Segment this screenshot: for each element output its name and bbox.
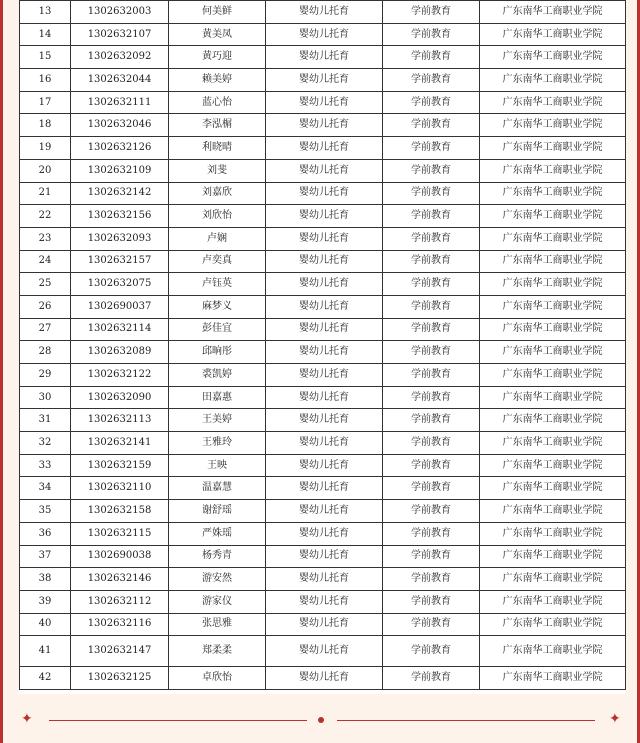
category-cell: 学前教育 bbox=[383, 590, 480, 613]
row-number-cell: 15 bbox=[20, 46, 71, 69]
student-id-cell: 1302632092 bbox=[71, 46, 169, 69]
student-name-cell: 游安然 bbox=[169, 568, 266, 591]
major-cell: 婴幼儿托育 bbox=[266, 182, 383, 205]
student-name-cell: 温嘉慧 bbox=[169, 477, 266, 500]
major-cell: 婴幼儿托育 bbox=[266, 500, 383, 523]
student-id-cell: 1302632141 bbox=[71, 432, 169, 455]
major-cell: 婴幼儿托育 bbox=[266, 590, 383, 613]
category-cell: 学前教育 bbox=[383, 23, 480, 46]
table-row bbox=[20, 273, 626, 296]
major-cell: 婴幼儿托育 bbox=[266, 295, 383, 318]
school-cell: 广东南华工商职业学院 bbox=[480, 341, 626, 364]
major-cell: 婴幼儿托育 bbox=[266, 667, 383, 690]
school-cell: 广东南华工商职业学院 bbox=[480, 69, 626, 92]
student-name-cell: 刘嘉欣 bbox=[169, 182, 266, 205]
major-cell: 婴幼儿托育 bbox=[266, 250, 383, 273]
major-cell: 婴幼儿托育 bbox=[266, 409, 383, 432]
student-id-cell: 1302632107 bbox=[71, 23, 169, 46]
divider-line-left bbox=[49, 720, 307, 721]
school-cell: 广东南华工商职业学院 bbox=[480, 227, 626, 250]
table-row bbox=[20, 91, 626, 114]
table-row bbox=[20, 227, 626, 250]
row-number-cell: 16 bbox=[20, 69, 71, 92]
category-cell: 学前教育 bbox=[383, 545, 480, 568]
major-cell: 婴幼儿托育 bbox=[266, 69, 383, 92]
student-id-cell: 1302690038 bbox=[71, 545, 169, 568]
student-id-cell: 1302632046 bbox=[71, 114, 169, 137]
student-name-cell: 严姝瑶 bbox=[169, 522, 266, 545]
school-cell: 广东南华工商职业学院 bbox=[480, 250, 626, 273]
major-cell: 婴幼儿托育 bbox=[266, 477, 383, 500]
divider-dot bbox=[318, 717, 324, 723]
student-id-cell: 1302632093 bbox=[71, 227, 169, 250]
category-cell: 学前教育 bbox=[383, 295, 480, 318]
category-cell: 学前教育 bbox=[383, 159, 480, 182]
row-number-cell: 27 bbox=[20, 318, 71, 341]
table-row bbox=[20, 364, 626, 387]
row-number-cell: 40 bbox=[20, 613, 71, 636]
student-id-cell: 1302632158 bbox=[71, 500, 169, 523]
category-cell: 学前教育 bbox=[383, 522, 480, 545]
student-id-cell: 1302632111 bbox=[71, 91, 169, 114]
row-number-cell: 39 bbox=[20, 590, 71, 613]
student-name-cell: 田嘉惠 bbox=[169, 386, 266, 409]
school-cell: 广东南华工商职业学院 bbox=[480, 409, 626, 432]
table-row bbox=[20, 341, 626, 364]
school-cell: 广东南华工商职业学院 bbox=[480, 454, 626, 477]
school-cell: 广东南华工商职业学院 bbox=[480, 159, 626, 182]
row-number-cell: 19 bbox=[20, 137, 71, 160]
category-cell: 学前教育 bbox=[383, 69, 480, 92]
student-name-cell: 麻梦义 bbox=[169, 295, 266, 318]
major-cell: 婴幼儿托育 bbox=[266, 227, 383, 250]
school-cell: 广东南华工商职业学院 bbox=[480, 318, 626, 341]
student-id-cell: 1302632003 bbox=[71, 1, 169, 24]
row-number-cell: 26 bbox=[20, 295, 71, 318]
roster-table-body bbox=[20, 1, 626, 690]
table-row bbox=[20, 568, 626, 591]
major-cell: 婴幼儿托育 bbox=[266, 341, 383, 364]
student-name-cell: 何美鲜 bbox=[169, 1, 266, 24]
school-cell: 广东南华工商职业学院 bbox=[480, 386, 626, 409]
row-number-cell: 28 bbox=[20, 341, 71, 364]
major-cell: 婴幼儿托育 bbox=[266, 46, 383, 69]
row-number-cell: 29 bbox=[20, 364, 71, 387]
row-number-cell: 20 bbox=[20, 159, 71, 182]
student-id-cell: 1302632109 bbox=[71, 159, 169, 182]
student-id-cell: 1302632146 bbox=[71, 568, 169, 591]
school-cell: 广东南华工商职业学院 bbox=[480, 364, 626, 387]
table-row bbox=[20, 46, 626, 69]
row-number-cell: 31 bbox=[20, 409, 71, 432]
student-name-cell: 王美婷 bbox=[169, 409, 266, 432]
student-name-cell: 利晓晴 bbox=[169, 137, 266, 160]
major-cell: 婴幼儿托育 bbox=[266, 545, 383, 568]
student-id-cell: 1302632142 bbox=[71, 182, 169, 205]
category-cell: 学前教育 bbox=[383, 500, 480, 523]
footer-ornament bbox=[19, 706, 625, 736]
category-cell: 学前教育 bbox=[383, 137, 480, 160]
student-id-cell: 1302632090 bbox=[71, 386, 169, 409]
row-number-cell: 38 bbox=[20, 568, 71, 591]
sparkle-icon: ✦ bbox=[609, 711, 621, 727]
table-row bbox=[20, 545, 626, 568]
school-cell: 广东南华工商职业学院 bbox=[480, 295, 626, 318]
major-cell: 婴幼儿托育 bbox=[266, 636, 383, 667]
category-cell: 学前教育 bbox=[383, 273, 480, 296]
category-cell: 学前教育 bbox=[383, 568, 480, 591]
major-cell: 婴幼儿托育 bbox=[266, 1, 383, 24]
table-row bbox=[20, 522, 626, 545]
school-cell: 广东南华工商职业学院 bbox=[480, 23, 626, 46]
school-cell: 广东南华工商职业学院 bbox=[480, 46, 626, 69]
table-row bbox=[20, 636, 626, 667]
student-id-cell: 1302632147 bbox=[71, 636, 169, 667]
student-name-cell: 刘欣怡 bbox=[169, 205, 266, 228]
student-name-cell: 张思雅 bbox=[169, 613, 266, 636]
category-cell: 学前教育 bbox=[383, 205, 480, 228]
student-id-cell: 1302632122 bbox=[71, 364, 169, 387]
major-cell: 婴幼儿托育 bbox=[266, 454, 383, 477]
school-cell: 广东南华工商职业学院 bbox=[480, 114, 626, 137]
student-id-cell: 1302632116 bbox=[71, 613, 169, 636]
student-id-cell: 1302632125 bbox=[71, 667, 169, 690]
row-number-cell: 34 bbox=[20, 477, 71, 500]
student-name-cell: 卢娴 bbox=[169, 227, 266, 250]
category-cell: 学前教育 bbox=[383, 91, 480, 114]
school-cell: 广东南华工商职业学院 bbox=[480, 477, 626, 500]
table-row bbox=[20, 432, 626, 455]
student-id-cell: 1302632115 bbox=[71, 522, 169, 545]
category-cell: 学前教育 bbox=[383, 667, 480, 690]
major-cell: 婴幼儿托育 bbox=[266, 137, 383, 160]
category-cell: 学前教育 bbox=[383, 182, 480, 205]
row-number-cell: 36 bbox=[20, 522, 71, 545]
major-cell: 婴幼儿托育 bbox=[266, 364, 383, 387]
table-row bbox=[20, 590, 626, 613]
major-cell: 婴幼儿托育 bbox=[266, 91, 383, 114]
student-name-cell: 卢奕真 bbox=[169, 250, 266, 273]
student-id-cell: 1302632089 bbox=[71, 341, 169, 364]
student-name-cell: 刘斐 bbox=[169, 159, 266, 182]
student-name-cell: 蓝心怡 bbox=[169, 91, 266, 114]
row-number-cell: 32 bbox=[20, 432, 71, 455]
student-id-cell: 1302632126 bbox=[71, 137, 169, 160]
major-cell: 婴幼儿托育 bbox=[266, 613, 383, 636]
row-number-cell: 30 bbox=[20, 386, 71, 409]
row-number-cell: 33 bbox=[20, 454, 71, 477]
student-name-cell: 王雅玲 bbox=[169, 432, 266, 455]
student-name-cell: 杨秀青 bbox=[169, 545, 266, 568]
category-cell: 学前教育 bbox=[383, 636, 480, 667]
student-name-cell: 李泓榍 bbox=[169, 114, 266, 137]
sparkle-icon: ✦ bbox=[21, 711, 33, 727]
school-cell: 广东南华工商职业学院 bbox=[480, 273, 626, 296]
category-cell: 学前教育 bbox=[383, 341, 480, 364]
row-number-cell: 21 bbox=[20, 182, 71, 205]
table-row bbox=[20, 454, 626, 477]
category-cell: 学前教育 bbox=[383, 46, 480, 69]
category-cell: 学前教育 bbox=[383, 386, 480, 409]
school-cell: 广东南华工商职业学院 bbox=[480, 636, 626, 667]
student-name-cell: 王映 bbox=[169, 454, 266, 477]
row-number-cell: 25 bbox=[20, 273, 71, 296]
row-number-cell: 18 bbox=[20, 114, 71, 137]
row-number-cell: 41 bbox=[20, 636, 71, 667]
school-cell: 广东南华工商职业学院 bbox=[480, 522, 626, 545]
table-row bbox=[20, 500, 626, 523]
student-id-cell: 1302632157 bbox=[71, 250, 169, 273]
table-row bbox=[20, 159, 626, 182]
row-number-cell: 23 bbox=[20, 227, 71, 250]
category-cell: 学前教育 bbox=[383, 227, 480, 250]
student-id-cell: 1302632075 bbox=[71, 273, 169, 296]
category-cell: 学前教育 bbox=[383, 454, 480, 477]
table-row bbox=[20, 295, 626, 318]
row-number-cell: 24 bbox=[20, 250, 71, 273]
student-id-cell: 1302632113 bbox=[71, 409, 169, 432]
student-name-cell: 邱晌彤 bbox=[169, 341, 266, 364]
major-cell: 婴幼儿托育 bbox=[266, 386, 383, 409]
school-cell: 广东南华工商职业学院 bbox=[480, 205, 626, 228]
school-cell: 广东南华工商职业学院 bbox=[480, 182, 626, 205]
student-name-cell: 裘凯婷 bbox=[169, 364, 266, 387]
row-number-cell: 37 bbox=[20, 545, 71, 568]
roster-sheet bbox=[19, 0, 625, 694]
divider-line-right bbox=[337, 720, 595, 721]
category-cell: 学前教育 bbox=[383, 409, 480, 432]
table-row bbox=[20, 23, 626, 46]
table-row bbox=[20, 667, 626, 690]
category-cell: 学前教育 bbox=[383, 318, 480, 341]
table-row bbox=[20, 409, 626, 432]
category-cell: 学前教育 bbox=[383, 1, 480, 24]
row-number-cell: 17 bbox=[20, 91, 71, 114]
table-row bbox=[20, 137, 626, 160]
table-row bbox=[20, 477, 626, 500]
school-cell: 广东南华工商职业学院 bbox=[480, 137, 626, 160]
table-row bbox=[20, 613, 626, 636]
table-row bbox=[20, 69, 626, 92]
student-name-cell: 卢钰英 bbox=[169, 273, 266, 296]
student-id-cell: 1302632159 bbox=[71, 454, 169, 477]
student-name-cell: 赖美婷 bbox=[169, 69, 266, 92]
major-cell: 婴幼儿托育 bbox=[266, 114, 383, 137]
student-name-cell: 游家仪 bbox=[169, 590, 266, 613]
roster-table bbox=[19, 0, 626, 690]
major-cell: 婴幼儿托育 bbox=[266, 159, 383, 182]
major-cell: 婴幼儿托育 bbox=[266, 318, 383, 341]
school-cell: 广东南华工商职业学院 bbox=[480, 91, 626, 114]
school-cell: 广东南华工商职业学院 bbox=[480, 667, 626, 690]
student-id-cell: 1302632156 bbox=[71, 205, 169, 228]
table-row bbox=[20, 205, 626, 228]
school-cell: 广东南华工商职业学院 bbox=[480, 590, 626, 613]
row-number-cell: 14 bbox=[20, 23, 71, 46]
student-id-cell: 1302632044 bbox=[71, 69, 169, 92]
row-number-cell: 42 bbox=[20, 667, 71, 690]
major-cell: 婴幼儿托育 bbox=[266, 205, 383, 228]
school-cell: 广东南华工商职业学院 bbox=[480, 500, 626, 523]
table-row bbox=[20, 318, 626, 341]
table-row bbox=[20, 386, 626, 409]
category-cell: 学前教育 bbox=[383, 613, 480, 636]
table-row bbox=[20, 114, 626, 137]
school-cell: 广东南华工商职业学院 bbox=[480, 545, 626, 568]
major-cell: 婴幼儿托育 bbox=[266, 23, 383, 46]
category-cell: 学前教育 bbox=[383, 364, 480, 387]
major-cell: 婴幼儿托育 bbox=[266, 432, 383, 455]
student-name-cell: 谢舒瑶 bbox=[169, 500, 266, 523]
row-number-cell: 22 bbox=[20, 205, 71, 228]
major-cell: 婴幼儿托育 bbox=[266, 522, 383, 545]
student-id-cell: 1302632110 bbox=[71, 477, 169, 500]
table-row bbox=[20, 1, 626, 24]
student-name-cell: 黄美凤 bbox=[169, 23, 266, 46]
student-name-cell: 卓欣怡 bbox=[169, 667, 266, 690]
category-cell: 学前教育 bbox=[383, 477, 480, 500]
student-id-cell: 1302690037 bbox=[71, 295, 169, 318]
table-row bbox=[20, 250, 626, 273]
student-id-cell: 1302632112 bbox=[71, 590, 169, 613]
table-row bbox=[20, 182, 626, 205]
student-name-cell: 郑柔柔 bbox=[169, 636, 266, 667]
major-cell: 婴幼儿托育 bbox=[266, 568, 383, 591]
school-cell: 广东南华工商职业学院 bbox=[480, 1, 626, 24]
category-cell: 学前教育 bbox=[383, 114, 480, 137]
category-cell: 学前教育 bbox=[383, 432, 480, 455]
school-cell: 广东南华工商职业学院 bbox=[480, 568, 626, 591]
row-number-cell: 35 bbox=[20, 500, 71, 523]
student-name-cell: 彭佳宜 bbox=[169, 318, 266, 341]
school-cell: 广东南华工商职业学院 bbox=[480, 432, 626, 455]
category-cell: 学前教育 bbox=[383, 250, 480, 273]
row-number-cell: 13 bbox=[20, 1, 71, 24]
student-id-cell: 1302632114 bbox=[71, 318, 169, 341]
school-cell: 广东南华工商职业学院 bbox=[480, 613, 626, 636]
student-name-cell: 黄巧迎 bbox=[169, 46, 266, 69]
major-cell: 婴幼儿托育 bbox=[266, 273, 383, 296]
